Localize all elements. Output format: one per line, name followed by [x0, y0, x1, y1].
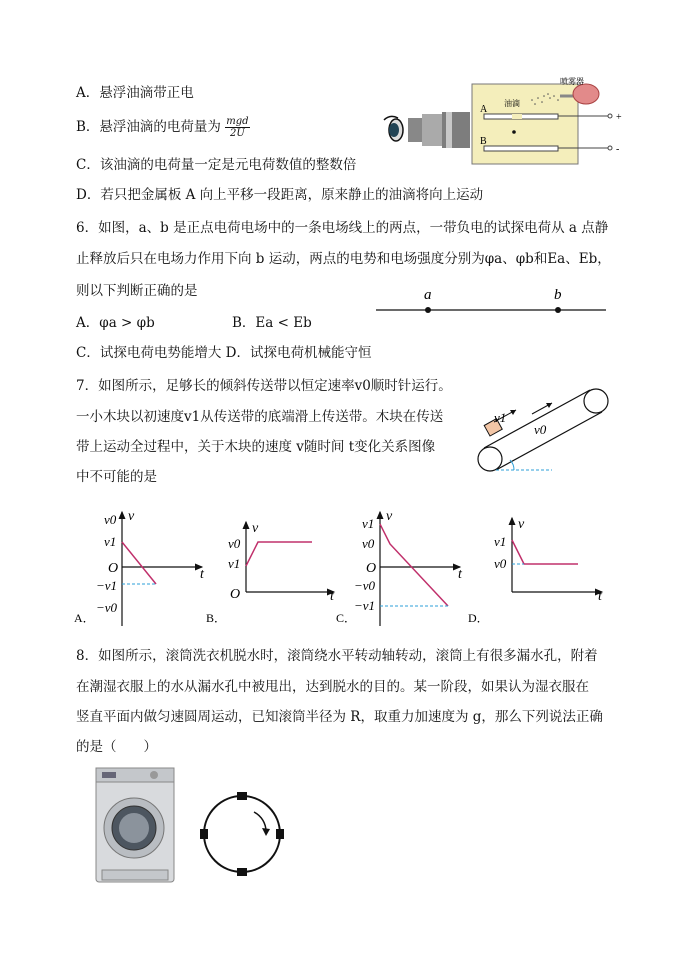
q7-stem-line-4: 中不可能的是 — [76, 469, 157, 485]
graph-b-option-label: B． — [206, 611, 227, 625]
graph-c-tick: v0 — [362, 536, 375, 551]
q6-option-cd: C．试探电荷电势能增大 D．试探电荷机械能守恒 — [76, 345, 372, 361]
graph-a-curve — [122, 542, 156, 584]
point-a-label: a — [424, 287, 432, 303]
graph-d-curve — [512, 540, 578, 564]
washing-machine-illustration — [94, 766, 176, 884]
q5-option-c: C．该油滴的电荷量一定是元电荷数值的整数倍 — [76, 157, 357, 173]
q7-stem-line-1: 7．如图所示，足够长的倾斜传送带以恒定速率v0顺时针运行。 — [76, 378, 452, 394]
drum-outline — [204, 796, 280, 872]
q8-stem-line-1: 8．如图所示，滚筒洗衣机脱水时，滚筒绕水平转动轴转动，滚筒上有很多漏水孔，附着 — [76, 648, 598, 664]
point-b-label: b — [554, 287, 562, 303]
eye-icon — [384, 116, 403, 141]
graph-b-t-label: t — [330, 589, 334, 604]
graph-b-curve — [246, 542, 312, 566]
q6-option-b: B．Ea < Eb — [232, 315, 312, 331]
q5-option-b — [76, 116, 250, 139]
graph-d-tick: v0 — [494, 556, 507, 571]
q8-stem-line-3: 竖直平面内做匀速圆周运动，已知滚筒半径为 R，取重力加速度为 g，那么下列说法正确 — [76, 709, 603, 725]
q8-stem-line-4: 的是（ ） — [76, 739, 157, 755]
graph-c-tick: v1 — [362, 516, 375, 531]
sprayer-label: 喷雾器 — [560, 77, 584, 86]
graph-a-origin: O — [108, 561, 119, 576]
q5-option-b-text: B．悬浮油滴的电荷量为 — [76, 119, 221, 135]
top-roller — [584, 389, 608, 413]
graph-b — [228, 521, 335, 604]
conveyor-belt-figure — [470, 378, 620, 478]
microscope-tube — [408, 112, 470, 148]
graph-a-tick: v0 — [104, 512, 117, 527]
graph-d-tick: v1 — [494, 534, 507, 549]
graph-d-t-label: t — [598, 589, 602, 604]
plate-b — [484, 146, 558, 151]
q6-stem-line-1: 6．如图，a、b 是正点电荷电场中的一条电场线上的两点，一带负电的试探电荷从 a 点静 — [76, 220, 609, 236]
q6-stem-line-2: 止释放后只在电场力作用下向 b 运动，两点的电势和电场强度分别为φa、φb和Ea、Eb， — [76, 251, 611, 267]
graph-c-curve — [380, 524, 448, 606]
point-b — [555, 307, 561, 313]
q7-stem-line-3: 带上运动全过程中，关于木块的速度 v随时间 t变化关系图像 — [76, 439, 436, 455]
plate-a-label: A — [480, 104, 488, 115]
graph-a-option-label: A． — [74, 611, 95, 625]
graph-a-v-label: v — [128, 509, 135, 524]
graph-b-origin: O — [230, 587, 241, 602]
graph-d-option-label: D． — [468, 611, 489, 625]
hole-bottom — [237, 868, 247, 876]
terminal-plus: + — [616, 112, 622, 123]
q5-fraction-den: 2U — [229, 128, 245, 139]
graph-a-tick: −v1 — [96, 578, 118, 593]
q5-option-a: A．悬浮油滴带正电 — [76, 85, 194, 101]
graph-a — [96, 509, 205, 626]
graph-c — [354, 509, 463, 626]
q7-vt-graphs — [72, 508, 632, 630]
graph-c-tick: −v0 — [354, 578, 376, 593]
field-line-figure — [374, 284, 614, 324]
hole-right — [276, 829, 284, 839]
terminal-minus: - — [616, 144, 620, 155]
q6-option-a: A．φa > φb — [76, 315, 155, 331]
graph-b-tick: v0 — [228, 536, 241, 551]
graph-c-v-label: v — [386, 509, 393, 524]
graph-a-t-label: t — [200, 567, 204, 582]
oil-drop-apparatus-figure — [374, 74, 624, 170]
graph-b-v-label: v — [252, 521, 259, 536]
drum-circle-figure — [196, 788, 288, 880]
q5-fraction-num: mgd — [226, 116, 249, 127]
oil-droplet — [512, 130, 516, 134]
graph-c-option-label: C． — [336, 611, 357, 625]
bottom-roller — [478, 447, 502, 471]
graph-a-tick: v1 — [104, 534, 117, 549]
q5-option-d: D．若只把金属板 A 向上平移一段距离，原来静止的油滴将向上运动 — [76, 187, 484, 203]
plate-b-label: B — [480, 136, 487, 147]
graph-d-v-label: v — [518, 517, 525, 532]
graph-c-origin: O — [366, 561, 377, 576]
hole-top — [237, 792, 247, 800]
belt-v1-label: v1 — [494, 410, 507, 425]
graph-c-tick: −v1 — [354, 598, 376, 613]
graph-d — [494, 517, 603, 604]
q8-stem-line-2: 在潮湿衣服上的水从漏水孔中被甩出，达到脱水的目的。某一阶段，如果认为湿衣服在 — [76, 679, 589, 695]
q7-stem-line-2: 一小木块以初速度v1从传送带的底端滑上传送带。木块在传送 — [76, 409, 444, 425]
graph-b-tick: v1 — [228, 556, 241, 571]
belt-v0-label: v0 — [534, 422, 547, 437]
oil-label: 油滴 — [504, 99, 520, 108]
q5-fraction — [225, 116, 249, 139]
hole-left — [200, 829, 208, 839]
q6-stem-line-3: 则以下判断正确的是 — [76, 283, 198, 299]
graph-c-t-label: t — [458, 567, 462, 582]
graph-a-tick: −v0 — [96, 600, 118, 615]
point-a — [425, 307, 431, 313]
